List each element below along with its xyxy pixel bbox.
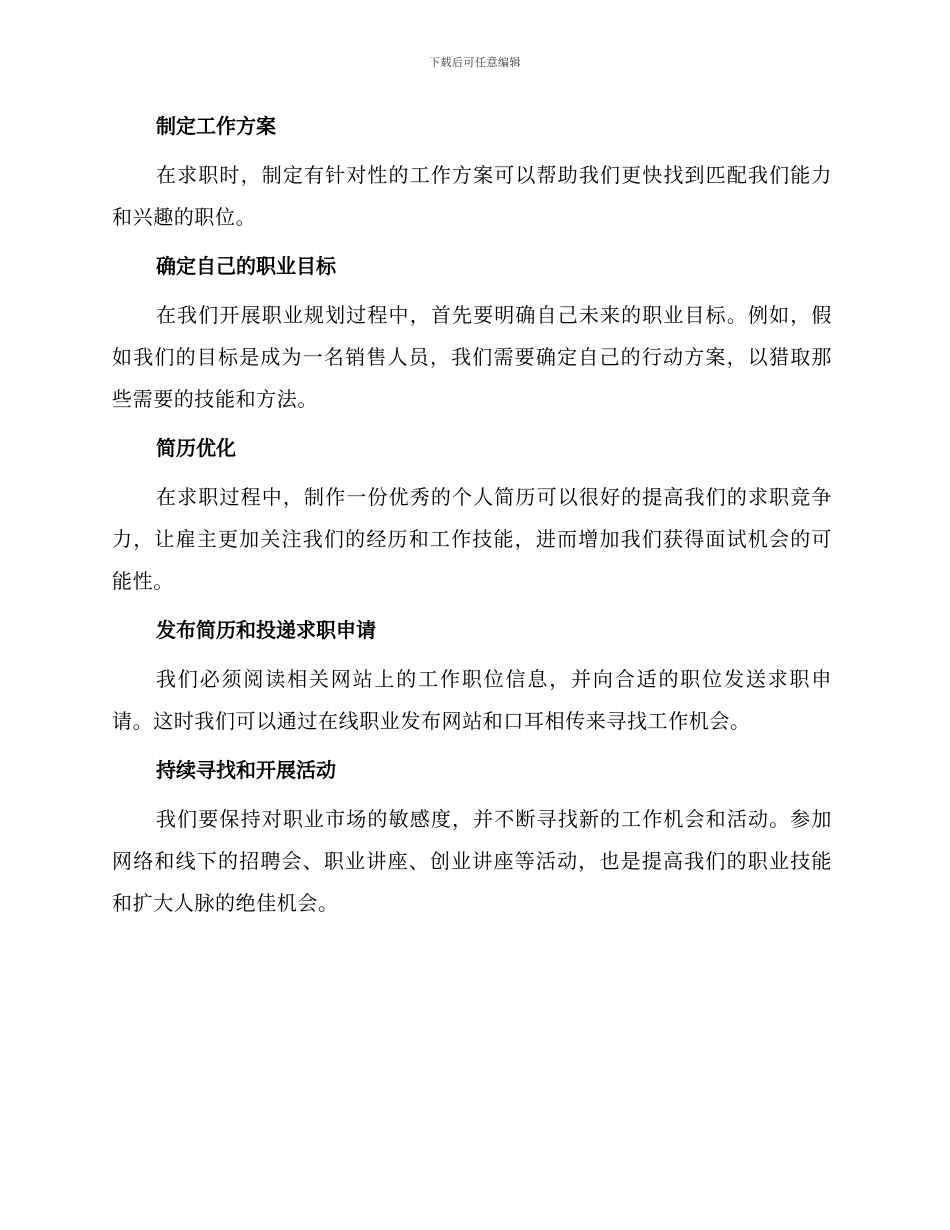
section-work-plan (112, 108, 832, 238)
section-publish-resume (112, 612, 832, 742)
section-heading: 制定工作方案 (156, 114, 276, 138)
document-content (112, 108, 832, 934)
section-heading: 确定自己的职业目标 (156, 254, 336, 278)
section-body: 在求职过程中，制作一份优秀的个人简历可以很好的提高我们的求职竞争力，让雇主更加关注我们的经历和工作技能，进而增加我们获得面试机会的可能性。 (112, 485, 832, 593)
section-body: 我们必须阅读相关网站上的工作职位信息，并向合适的职位发送求职申请。这时我们可以通过在线职业发布网站和口耳相传来寻找工作机会。 (112, 667, 832, 733)
section-body: 在我们开展职业规划过程中，首先要明确自己未来的职业目标。例如，假如我们的目标是成为一名销售人员，我们需要确定自己的行动方案，以猎取那些需要的技能和方法。 (112, 303, 832, 411)
section-continuous-search (112, 752, 832, 924)
section-body: 我们要保持对职业市场的敏感度，并不断寻找新的工作机会和活动。参加网络和线下的招聘会、职业讲座、创业讲座等活动，也是提高我们的职业技能和扩大人脉的绝佳机会。 (112, 807, 832, 915)
header-note: 下载后可任意编辑 (429, 56, 521, 69)
section-heading: 持续寻找和开展活动 (156, 758, 336, 782)
section-resume-optimization (112, 430, 832, 602)
section-career-goal (112, 248, 832, 420)
section-body: 在求职时，制定有针对性的工作方案可以帮助我们更快找到匹配我们能力和兴趣的职位。 (112, 163, 832, 229)
section-heading: 发布简历和投递求职申请 (156, 618, 376, 642)
section-heading: 简历优化 (156, 436, 236, 460)
